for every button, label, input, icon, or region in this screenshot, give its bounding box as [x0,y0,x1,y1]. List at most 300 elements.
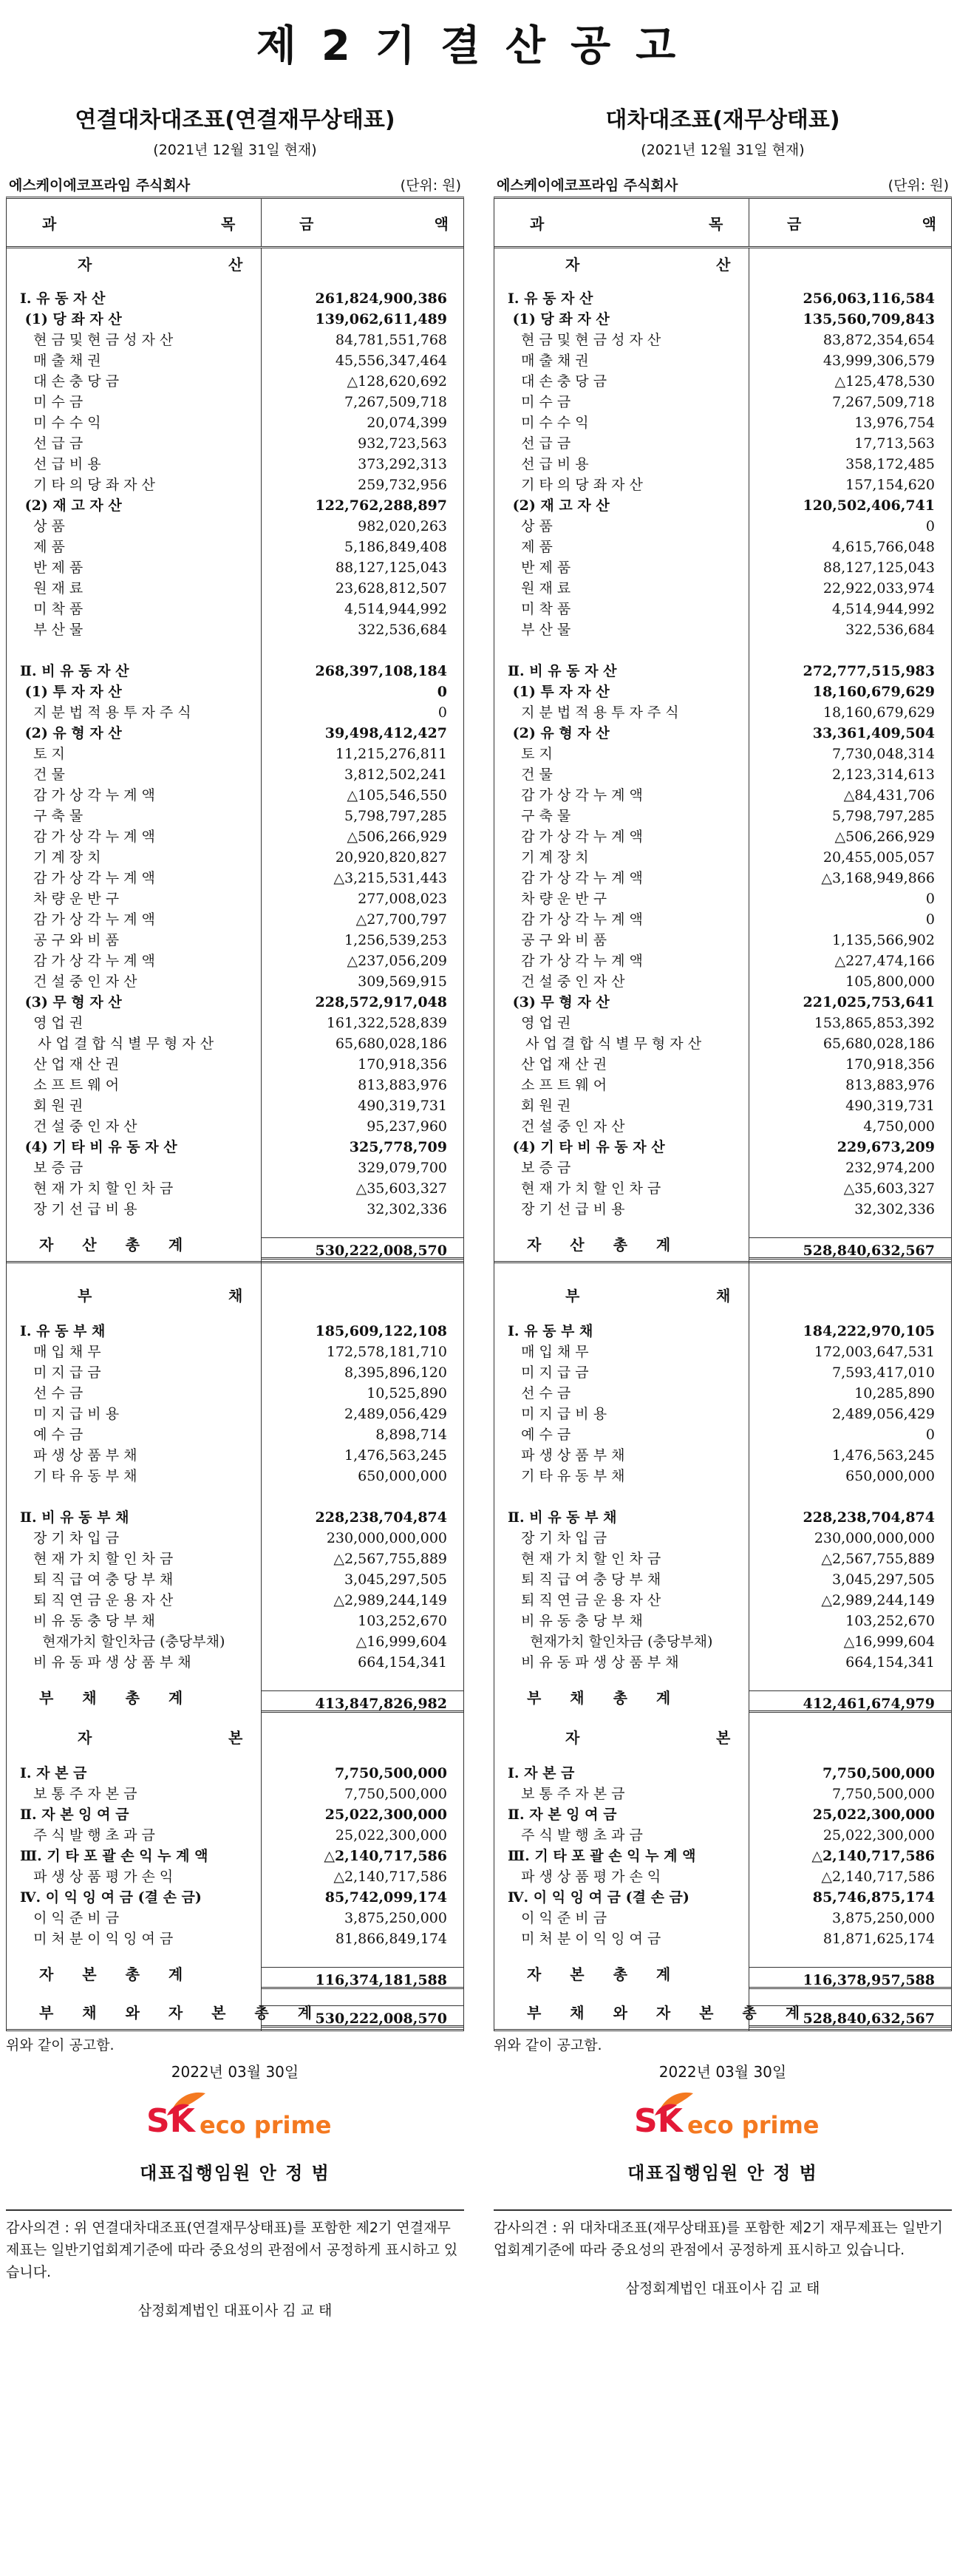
total-label: 자 본 총 계 [39,1965,195,1983]
header-c2: 목 [709,215,723,233]
row-value: 982,020,263 [358,518,447,534]
logo-eco-text: eco prime [200,2111,332,2139]
table-row [494,1908,951,1928]
table-row [7,826,463,847]
company-logo [6,2089,464,2155]
table-row [494,888,951,909]
row-label: 파 생 상 품 평 가 손 익 [508,1869,661,1885]
row-label: 상 품 [20,518,65,534]
row-label: 부 산 물 [20,622,84,638]
row-label: 미 지 급 금 [508,1365,589,1381]
row-label: 장 기 선 급 비 용 [20,1201,137,1217]
row-label: 장 기 선 급 비 용 [508,1201,625,1217]
row-value: △125,478,530 [834,373,935,390]
row-label: 현 금 및 현 금 성 자 산 [508,332,661,348]
row-value: 7,593,417,010 [831,1365,935,1381]
spacer [7,1220,463,1230]
table-row [494,1631,951,1652]
row-label: 퇴 직 급 여 충 당 부 채 [508,1571,661,1588]
row-label: 선 급 비 용 [20,456,101,472]
row-value: 0 [925,1427,935,1443]
row-value: 3,875,250,000 [344,1910,447,1926]
header-c1: 과 [42,215,57,233]
audit-opinion: 감사의견 : 위 대차대조표(재무상태표)를 포함한 제2기 재무제표는 일반기업회계기준에 따라 중요성의 관점에서 공정하게 표시하고 있습니다. [494,2209,952,2261]
row-label: 제 품 [20,539,65,555]
table-row [494,1054,951,1075]
table-row [494,1763,951,1784]
row-label: 미 지 급 금 [20,1365,101,1381]
spacer [494,1220,951,1230]
row-value: 4,750,000 [863,1118,935,1135]
row-value: 256,063,116,584 [803,290,935,307]
row-value: 32,302,336 [854,1201,935,1217]
table-row [494,702,951,723]
row-label: Ⅰ. 자 본 금 [508,1765,575,1781]
table-row [494,1784,951,1804]
table-row [494,350,951,371]
table-row [7,1784,463,1804]
total-double-line [749,1710,951,1713]
row-value: 18,160,679,629 [812,684,935,700]
row-value: 322,536,684 [845,622,935,638]
row-value: 25,022,300,000 [823,1827,935,1843]
spacer [7,1949,463,1960]
row-value: 85,746,875,174 [812,1889,935,1906]
row-value: 3,045,297,505 [831,1571,935,1588]
table-row [7,1095,463,1116]
company-logo [494,2089,952,2155]
row-value: 8,395,896,120 [344,1365,447,1381]
table-row [7,288,463,309]
header-c1: 과 [530,215,545,233]
row-value: △2,989,244,149 [821,1592,935,1608]
table-row [494,309,951,330]
row-value: △2,140,717,586 [821,1869,935,1885]
row-value: △3,215,531,443 [333,870,447,886]
table-row [494,1549,951,1569]
table-row [494,495,951,516]
row-value: 813,883,976 [358,1077,447,1093]
row-value: 83,872,354,654 [823,332,935,348]
row-value: 229,673,209 [837,1139,935,1155]
row-value: 25,022,300,000 [324,1807,447,1823]
row-value: 120,502,406,741 [803,497,935,514]
row-label: 원 재 료 [508,580,571,597]
row-label: 선 수 금 [508,1385,571,1401]
section-header-a: 자 [565,1729,590,1747]
row-label: Ⅰ. 자 본 금 [20,1765,87,1781]
table-row [7,1507,463,1528]
table-row [494,1075,951,1095]
spacer [7,1263,463,1279]
row-value: 8,898,714 [375,1427,447,1443]
table-row [494,1321,951,1342]
row-value: 3,875,250,000 [831,1910,935,1926]
table-row [494,847,951,868]
section-header-b: 산 [228,256,243,273]
row-label: 감 가 상 각 누 계 액 [508,911,643,928]
row-label: 감 가 상 각 누 계 액 [20,870,155,886]
row-value: 221,025,753,641 [803,994,935,1010]
row-value: 4,514,944,992 [831,601,935,617]
row-value: 5,798,797,285 [831,808,935,824]
total-double-line [749,1987,951,1989]
row-label: Ⅱ. 비 유 동 자 산 [20,663,129,679]
table-row [7,1611,463,1631]
representative: 대표집행임원 안 정 범 [140,2163,330,2184]
row-label: 미 수 금 [20,394,84,410]
row-label: Ⅰ. 유 동 자 산 [508,290,593,307]
table-row [7,682,463,702]
row-value: 33,361,409,504 [812,725,935,741]
table-row [7,350,463,371]
table-row [494,1445,951,1466]
table-row [7,702,463,723]
row-label: Ⅳ. 이 익 잉 여 금 (결 손 금) [20,1889,202,1906]
row-value: 230,000,000,000 [326,1530,447,1546]
table-row [7,909,463,930]
row-label: Ⅰ. 유 동 부 채 [508,1323,593,1339]
table-row [7,1075,463,1095]
table-row [494,909,951,930]
row-label: (2) 재 고 자 산 [508,497,610,514]
row-label: 건 설 중 인 자 산 [508,973,625,990]
total-double-line [749,2025,951,2028]
row-value: 103,252,670 [845,1613,935,1629]
closing-note: 위와 같이 공고함. [494,2037,602,2053]
row-value: △506,266,929 [347,829,447,845]
balance-table [6,197,464,2031]
total-double-line [261,1710,463,1713]
row-value: 81,871,625,174 [823,1931,935,1947]
row-value: 39,498,412,427 [324,725,447,741]
row-value: 228,572,917,048 [315,994,447,1010]
table-row [7,475,463,495]
row-value: 20,074,399 [367,415,447,431]
row-label: (1) 투 자 자 산 [508,684,610,700]
table-row [7,951,463,971]
total-row [494,1683,951,1713]
row-label: 차 량 운 반 구 [508,891,607,907]
row-value: 172,578,181,710 [326,1344,447,1360]
total-value: 413,847,826,982 [315,1696,447,1712]
table-row [7,454,463,475]
row-label: 토 지 [20,746,65,762]
row-value: 664,154,341 [845,1654,935,1671]
row-label: 상 품 [508,518,553,534]
row-label: 비 유 동 충 당 부 채 [20,1613,155,1629]
spacer [494,1673,951,1683]
table-row [494,1362,951,1383]
row-label: 기 계 장 치 [20,849,101,866]
table-row [494,1404,951,1424]
row-value: △128,620,692 [347,373,447,390]
row-label: 장 기 차 입 금 [508,1530,607,1546]
row-label: (2) 재 고 자 산 [20,497,122,514]
row-label: 부 산 물 [508,622,571,638]
row-label: 미 지 급 비 용 [508,1406,607,1422]
total-row [7,1960,463,1989]
table-row [494,1507,951,1528]
table-row [494,288,951,309]
table-row [494,1137,951,1158]
row-label: 감 가 상 각 누 계 액 [20,911,155,928]
row-label: 산 업 재 산 권 [20,1056,120,1073]
table-row [7,537,463,557]
table-row [7,516,463,537]
table-row [7,619,463,640]
row-value: 232,974,200 [845,1160,935,1176]
row-value: 309,569,915 [358,973,447,990]
table-row [494,1013,951,1033]
row-label: Ⅱ. 자 본 잉 여 금 [20,1807,129,1823]
row-value: 157,154,620 [845,477,935,493]
row-label: 퇴 직 연 금 운 용 자 산 [20,1592,174,1608]
table-row [7,785,463,806]
row-label: 퇴 직 급 여 충 당 부 채 [20,1571,174,1588]
row-value: 95,237,960 [367,1118,447,1135]
table-row [494,868,951,888]
row-label: 매 입 채 무 [20,1344,101,1360]
row-value: 3,045,297,505 [344,1571,447,1588]
row-value: 5,186,849,408 [344,539,447,555]
row-value: 5,798,797,285 [344,808,447,824]
row-value: △2,140,717,586 [333,1869,447,1885]
table-row [7,412,463,433]
table-row [7,1908,463,1928]
logo-eco-text: eco prime [687,2111,820,2139]
table-row [494,1342,951,1362]
table-row [7,1362,463,1383]
total-value: 528,840,632,567 [803,1243,935,1259]
table-row [494,578,951,599]
total-label: 부 채 와 자 본 총 계 [527,2004,812,2022]
total-label: 자 산 총 계 [527,1236,683,1254]
table-row [494,1383,951,1404]
row-value: 0 [437,704,447,721]
table-row [494,826,951,847]
row-label: 기 계 장 치 [508,849,589,866]
row-value: 4,615,766,048 [831,539,935,555]
table-row [7,1321,463,1342]
row-label: Ⅲ. 기 타 포 괄 손 익 누 계 액 [20,1848,208,1864]
section-header [494,1722,951,1754]
table-row [494,599,951,619]
logo-sk-text: SK [634,2102,683,2140]
table-row [7,1137,463,1158]
row-value: 85,742,099,174 [324,1889,447,1906]
company-name: 에스케이에코프라임 주식회사 [497,177,678,194]
section-header-b: 본 [228,1729,243,1747]
row-label: Ⅰ. 유 동 자 산 [20,290,106,307]
total-value: 528,840,632,567 [803,2011,935,2027]
total-value: 116,378,957,588 [803,1972,935,1988]
row-value: 88,127,125,043 [823,560,935,576]
row-label: 영 업 권 [20,1015,84,1031]
table-row [494,744,951,764]
row-label: 감 가 상 각 누 계 액 [508,953,643,969]
row-label: (1) 당 좌 자 산 [508,311,610,327]
row-value: 43,999,306,579 [823,353,935,369]
row-label: 대 손 충 당 금 [20,373,120,390]
sign-date: 2022년 03월 30일 [658,2063,787,2081]
row-value: 7,750,500,000 [344,1786,447,1802]
row-value: 490,319,731 [358,1098,447,1114]
balance-table [494,197,952,2031]
table-row [7,1825,463,1846]
row-value: 11,215,276,811 [335,746,447,762]
table-row [7,1054,463,1075]
header-c3: 금 [299,215,314,233]
row-label: 공 구 와 비 품 [508,932,607,948]
table-row [7,1013,463,1033]
table-row [494,682,951,702]
row-label: Ⅱ. 비 유 동 부 채 [508,1509,617,1526]
spacer [7,1673,463,1683]
row-label: 이 익 준 비 금 [20,1910,120,1926]
row-label: 기 타 유 동 부 채 [508,1468,625,1484]
spacer [7,281,463,288]
row-label: (4) 기 타 비 유 동 자 산 [20,1139,177,1155]
row-value: △27,700,797 [355,911,447,928]
row-value: 0 [925,518,935,534]
table-row [494,475,951,495]
table-row [494,1887,951,1908]
row-label: 회 원 권 [508,1098,571,1114]
table-row [7,888,463,909]
section-header [7,1722,463,1754]
row-label: 토 지 [508,746,553,762]
row-label: 원 재 료 [20,580,84,597]
table-row [494,330,951,350]
row-label: 매 출 채 권 [508,353,589,369]
row-value: 170,918,356 [358,1056,447,1073]
row-label: 보 통 주 자 본 금 [20,1786,137,1802]
row-label: 구 축 물 [508,808,571,824]
table-row [494,454,951,475]
consolidated-balance-sheet [6,103,464,2320]
table-row [494,764,951,785]
table-row [494,1158,951,1178]
table-row [494,971,951,992]
section-header [7,248,463,281]
row-value: 25,022,300,000 [812,1807,935,1823]
row-label: (1) 투 자 자 산 [20,684,122,700]
row-label: (1) 당 좌 자 산 [20,311,122,327]
page-title: 제2기결산공고 [256,22,701,70]
table-row [494,1825,951,1846]
section-header-a: 부 [78,1287,103,1305]
company-name: 에스케이에코프라임 주식회사 [9,177,191,194]
row-value: 268,397,108,184 [315,663,447,679]
table-body [494,248,951,2031]
row-label: 퇴 직 연 금 운 용 자 산 [508,1592,661,1608]
row-label: 미 수 금 [508,394,571,410]
unit-label: (단위: 원) [888,177,949,194]
statement-meta [494,163,952,197]
row-value: 20,920,820,827 [335,849,447,866]
table-row [7,1652,463,1673]
table-row [7,1383,463,1404]
table-row [7,1178,463,1199]
total-double-line [261,1257,463,1260]
table-body [7,248,463,2031]
row-label: 선 급 금 [20,435,84,452]
table-row [7,1445,463,1466]
row-value: △3,168,949,866 [821,870,935,886]
row-label: 기 타 유 동 부 채 [20,1468,137,1484]
table-row [494,1466,951,1486]
row-value: 0 [925,891,935,907]
table-row [494,1569,951,1590]
row-label: 현 금 및 현 금 성 자 산 [20,332,174,348]
row-value: △35,603,327 [843,1180,935,1197]
row-value: 7,750,500,000 [334,1765,447,1781]
row-value: 813,883,976 [845,1077,935,1093]
table-row [7,578,463,599]
row-label: 이 익 준 비 금 [508,1910,607,1926]
table-row [494,412,951,433]
auditor-name: 삼정회계법인 대표이사 김 교 태 [625,2280,820,2297]
table-row [494,1033,951,1054]
table-row [494,806,951,826]
table-row [7,1569,463,1590]
spacer [7,1312,463,1321]
table-row [494,930,951,951]
table-row [7,557,463,578]
table-row [7,1866,463,1887]
spacer [494,281,951,288]
unit-label: (단위: 원) [400,177,461,194]
total-label: 자 본 총 계 [527,1965,683,1983]
table-row [7,1590,463,1611]
row-label: 영 업 권 [508,1015,571,1031]
section-header-a: 자 [78,256,103,273]
row-value: △2,140,717,586 [811,1848,935,1864]
total-value: 530,222,008,570 [315,1243,447,1259]
row-label: 감 가 상 각 누 계 액 [508,787,643,803]
row-value: 170,918,356 [845,1056,935,1073]
table-row [7,1804,463,1825]
table-row [7,1887,463,1908]
section-header-a: 자 [78,1729,103,1747]
row-value: 272,777,515,983 [803,663,935,679]
row-label: 미 수 수 익 [508,415,589,431]
table-row [494,1804,951,1825]
row-label: 보 증 금 [508,1160,571,1176]
table-row [7,723,463,744]
section-header-b: 본 [716,1729,731,1747]
row-value: 20,455,005,057 [823,849,935,866]
row-value: 122,762,288,897 [315,497,447,514]
row-value: 4,514,944,992 [344,601,447,617]
row-label: 반 제 품 [508,560,571,576]
total-row [494,1230,951,1260]
row-value: 22,922,033,974 [823,580,935,597]
table-row [494,1095,951,1116]
table-row [7,930,463,951]
table-row [7,1549,463,1569]
row-value: △16,999,604 [355,1634,447,1650]
row-value: 185,609,122,108 [315,1323,447,1339]
table-row [7,1424,463,1445]
row-value: 7,730,048,314 [831,746,935,762]
row-value: △2,989,244,149 [333,1592,447,1608]
row-label: 감 가 상 각 누 계 액 [20,829,155,845]
table-row [7,1928,463,1949]
row-label: 차 량 운 반 구 [20,891,120,907]
separate-balance-sheet [494,103,952,2297]
